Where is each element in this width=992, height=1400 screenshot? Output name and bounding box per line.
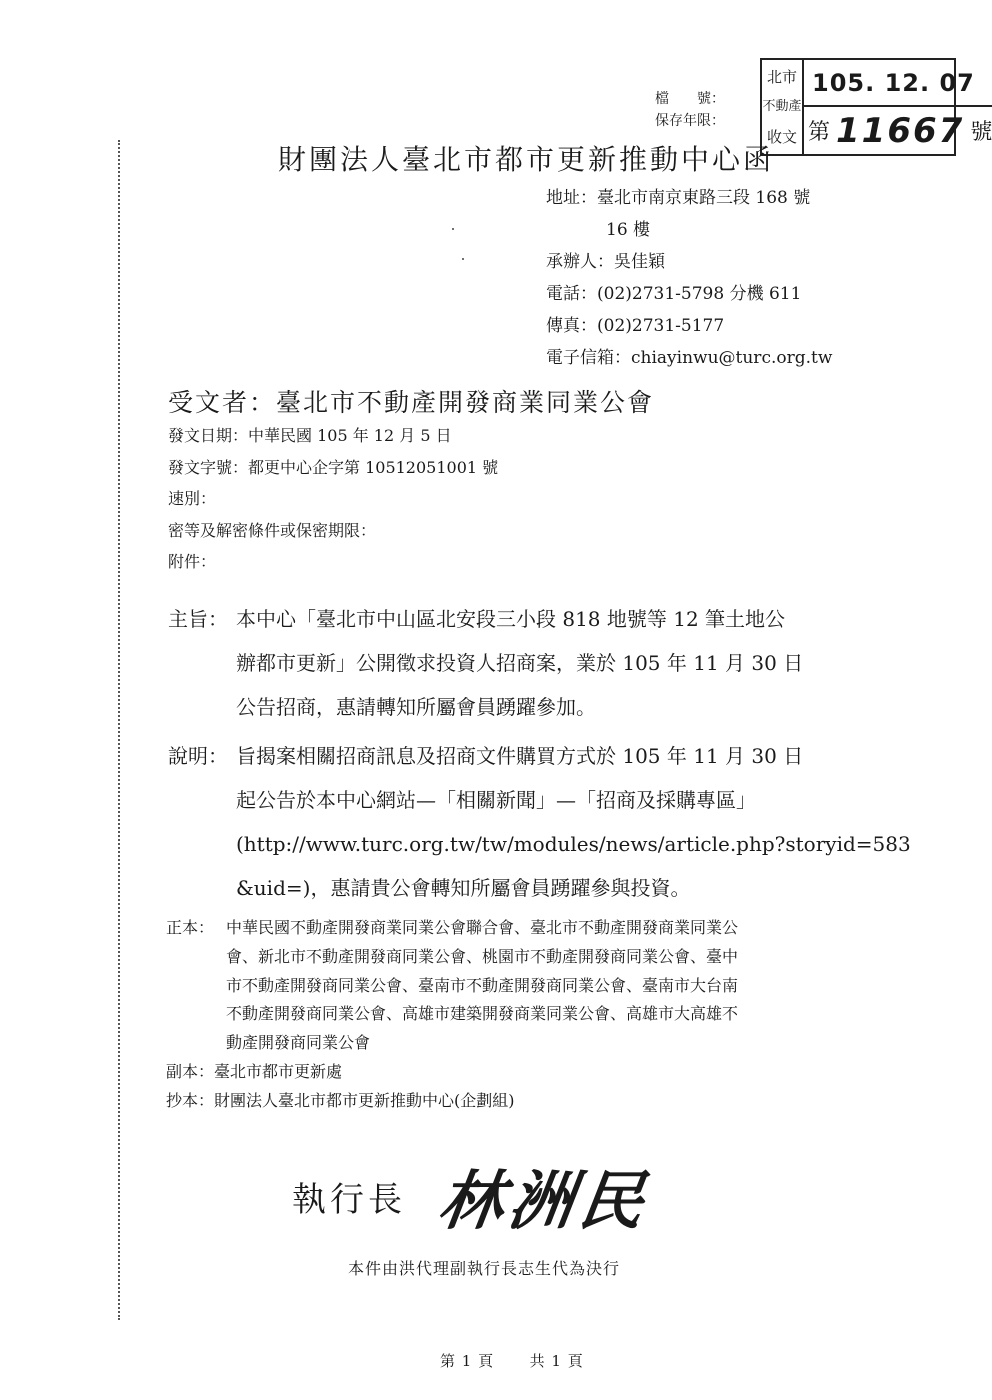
file-number-label: 檔 號： bbox=[655, 91, 725, 107]
main-recipients-line-2: 會、新北市不動產開發商同業公會、桃園市不動產開發商同業公會、臺中 bbox=[226, 946, 739, 966]
cc-recipient: 抄本：財團法人臺北市都市更新推動中心(企劃組) bbox=[166, 1090, 515, 1110]
fax: 傳真：(02)2731-5177 bbox=[546, 316, 725, 336]
letter-title: 財團法人臺北市都市更新推動中心函 bbox=[278, 143, 775, 176]
stamp-org-line-3: 收文 bbox=[766, 128, 797, 146]
stamp-date: 105. 12. 07 bbox=[804, 60, 992, 107]
total-pages: 共 1 頁 bbox=[529, 1352, 584, 1370]
main-recipients-line-4: 不動產開發商同業公會、高雄市建築開發商業同業公會、高雄市大高雄不 bbox=[226, 1004, 739, 1024]
explanation-label: 說明： bbox=[168, 744, 228, 768]
document-meta bbox=[168, 420, 498, 578]
stamp-number-row bbox=[804, 107, 992, 154]
subject-label: 主旨： bbox=[168, 607, 228, 631]
proxy-note: 本件由洪代理副執行長志生代為決行 bbox=[348, 1259, 621, 1278]
stamp-org-line-1: 北市 bbox=[766, 68, 797, 86]
subject-line-1: 本中心「臺北市中山區北安段三小段 818 地號等 12 筆土地公 bbox=[236, 607, 786, 631]
subject-section bbox=[168, 597, 803, 729]
received-stamp bbox=[760, 58, 992, 156]
binding-dotted-line bbox=[118, 140, 120, 1320]
explanation-url: (http://www.turc.org.tw/tw/modules/news/article.php?storyid=583 bbox=[236, 832, 911, 856]
copy-recipient: 副本：臺北市都市更新處 bbox=[166, 1061, 343, 1081]
main-recipients-label: 正本： bbox=[166, 918, 215, 937]
address-continued: 16 樓 bbox=[606, 220, 651, 240]
page-footer bbox=[440, 1350, 584, 1371]
scan-speck bbox=[462, 258, 464, 260]
scan-speck bbox=[452, 228, 454, 230]
stamp-number-suffix: 號 bbox=[970, 120, 992, 145]
explanation-line-4: &uid=)，惠請貴公會轉知所屬會員踴躍參與投資。 bbox=[236, 876, 691, 900]
subject-line-2: 辦都市更新」公開徵求投資人招商案，業於 105 年 11 月 30 日 bbox=[236, 651, 804, 675]
file-meta bbox=[655, 88, 725, 132]
issue-date: 發文日期：中華民國 105 年 12 月 5 日 bbox=[168, 426, 452, 445]
speed: 速別： bbox=[168, 489, 217, 508]
subject-line-3: 公告招商，惠請轉知所屬會員踴躍參加。 bbox=[236, 695, 596, 719]
page-number: 第 1 頁 bbox=[440, 1352, 495, 1370]
explanation-line-2: 起公告於本中心網站—「相關新聞」—「招商及採購專區」 bbox=[236, 788, 756, 812]
phone: 電話：(02)2731-5798 分機 611 bbox=[546, 284, 802, 304]
attachment: 附件： bbox=[168, 552, 217, 571]
stamp-number: 11667 bbox=[836, 110, 965, 151]
distribution-section bbox=[166, 914, 738, 1116]
email: 電子信箱：chiayinwu@turc.org.tw bbox=[546, 348, 833, 368]
handwritten-signature: 林洲民 bbox=[433, 1165, 655, 1239]
retention-period-label: 保存年限： bbox=[655, 113, 725, 129]
recipient: 受文者：臺北市不動產開發商業同業公會 bbox=[168, 388, 655, 417]
contact-block bbox=[546, 182, 832, 374]
main-recipients-line-5: 動產開發商同業公會 bbox=[226, 1033, 371, 1053]
explanation-section bbox=[168, 734, 911, 910]
main-recipients-line-1: 中華民國不動產開發商業同業公會聯合會、臺北市不動產開發商業同業公 bbox=[226, 918, 739, 937]
signer-title: 執行長 bbox=[292, 1180, 406, 1220]
address: 地址：臺北市南京東路三段 168 號 bbox=[546, 188, 811, 208]
document-number: 發文字號：都更中心企字第 10512051001 號 bbox=[168, 457, 499, 477]
stamp-org-line-2: 不動產 bbox=[762, 99, 802, 114]
secrecy-level: 密等及解密條件或保密期限： bbox=[168, 520, 377, 540]
handler: 承辦人：吳佳穎 bbox=[546, 252, 665, 272]
explanation-line-1: 旨揭案相關招商訊息及招商文件購買方式於 105 年 11 月 30 日 bbox=[236, 744, 804, 768]
main-recipients-line-3: 市不動產開發商同業公會、臺南市不動產開發商同業公會、臺南市大台南 bbox=[226, 975, 739, 995]
stamp-number-prefix: 第 bbox=[808, 120, 831, 145]
